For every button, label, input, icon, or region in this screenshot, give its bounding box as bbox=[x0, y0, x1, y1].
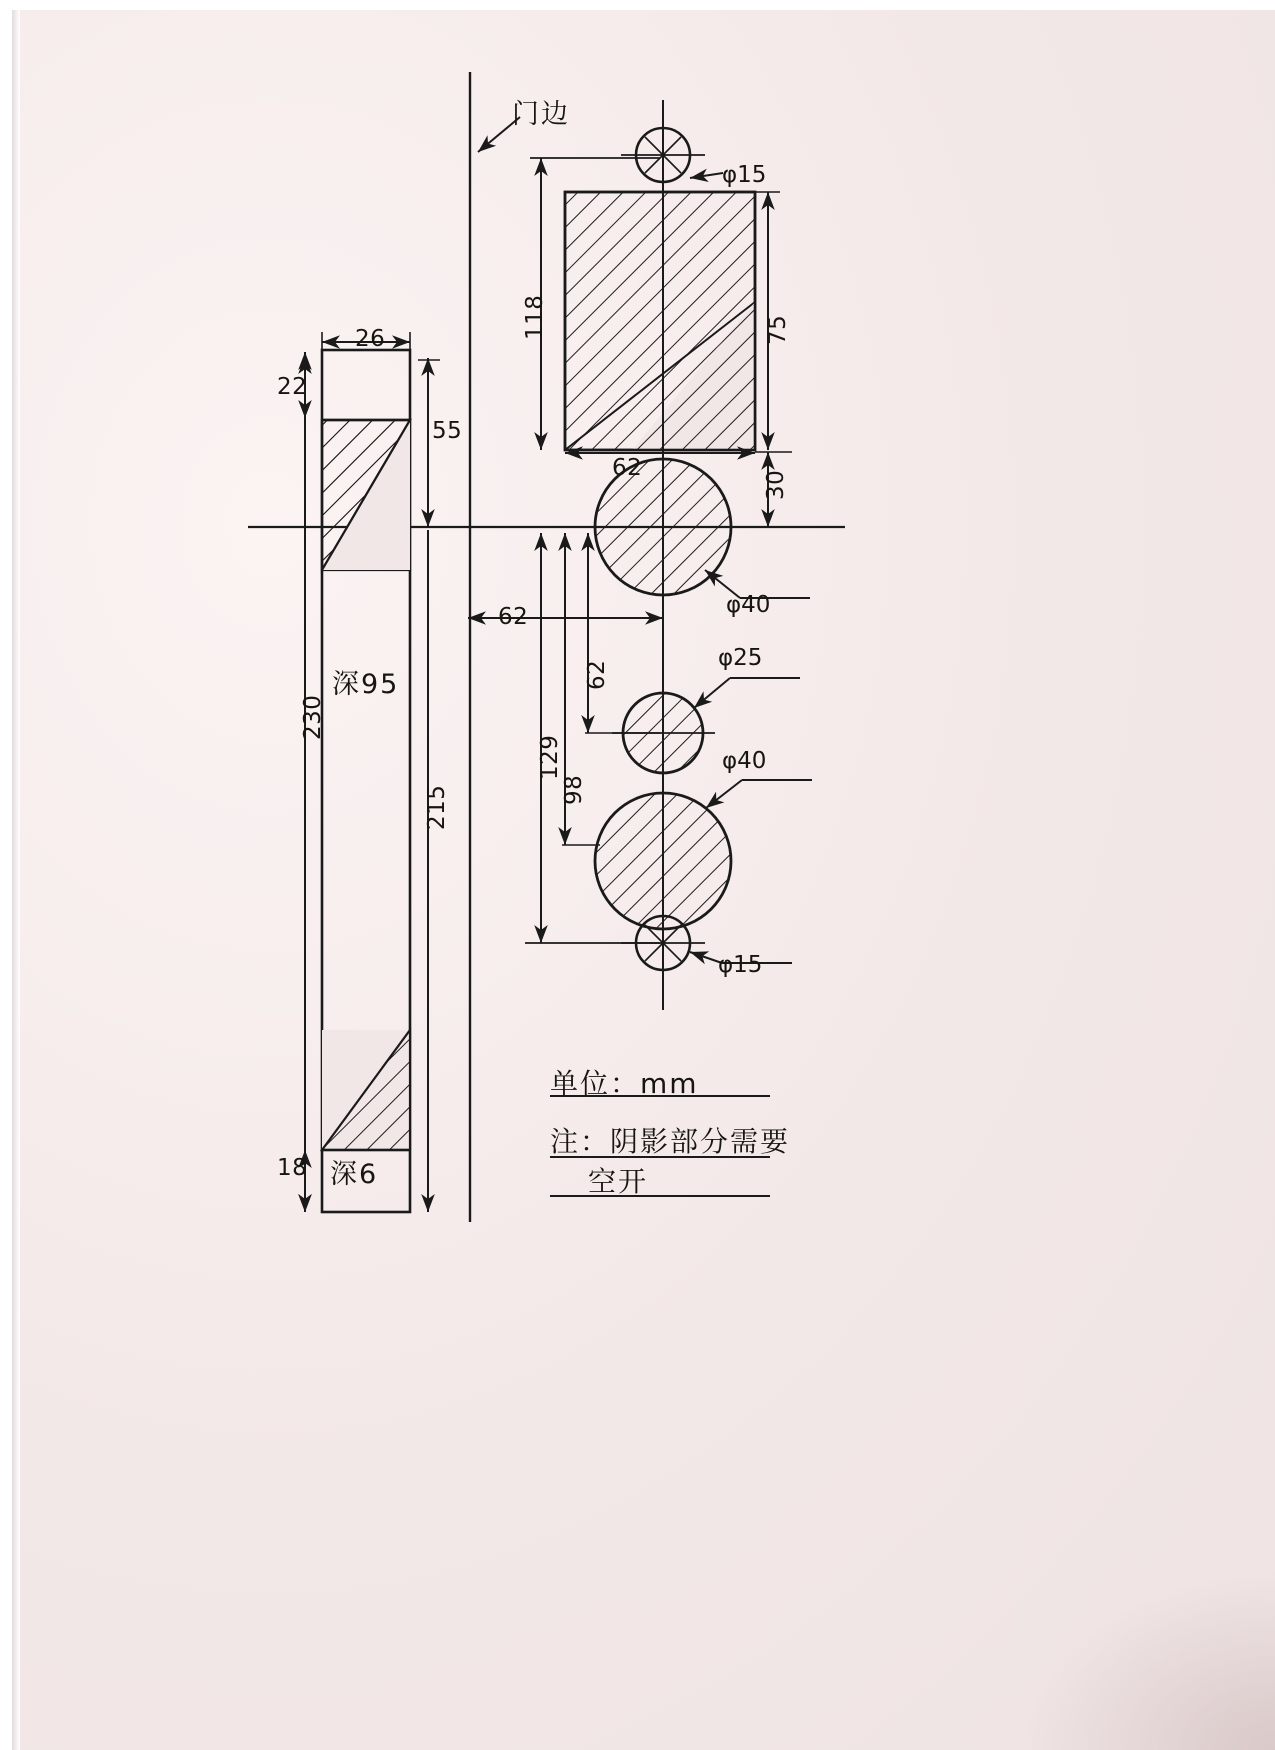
diameter-label-phi25: φ25 bbox=[718, 645, 763, 671]
dim-55 bbox=[418, 358, 440, 527]
dim-label-62-horizontal: 62 bbox=[498, 604, 529, 630]
note-shaded-area: 注：阴影部分需要 bbox=[550, 1125, 791, 1158]
dim-label-75: 75 bbox=[765, 314, 791, 345]
dim-label-98: 98 bbox=[561, 774, 587, 805]
diameter-label-phi40-lower: φ40 bbox=[722, 748, 767, 774]
dim-label-22: 22 bbox=[277, 374, 308, 400]
note-underlines bbox=[550, 1096, 770, 1196]
dim-30 bbox=[755, 452, 792, 527]
diameter-label-phi15-top: φ15 bbox=[722, 162, 767, 188]
hole-phi15-top bbox=[621, 128, 723, 182]
dim-label-129: 129 bbox=[537, 734, 563, 780]
label-depth-6: 深6 bbox=[330, 1159, 379, 1190]
dim-label-30: 30 bbox=[763, 469, 789, 500]
diameter-label-phi15-bottom: φ15 bbox=[718, 952, 763, 978]
label-door-edge: 门边 bbox=[512, 99, 570, 130]
hole-phi40-lower bbox=[595, 780, 812, 929]
dim-label-62-rect: 62 bbox=[612, 455, 643, 481]
diameter-label-phi40-upper: φ40 bbox=[726, 592, 771, 618]
dim-label-230: 230 bbox=[300, 694, 326, 740]
door-edge-reference-line bbox=[470, 72, 520, 1222]
dim-label-18: 18 bbox=[277, 1155, 308, 1181]
dim-label-62-vertical: 62 bbox=[584, 659, 610, 690]
note-shaded-area-continued: 空开 bbox=[588, 1165, 649, 1198]
label-depth-95: 深95 bbox=[332, 669, 400, 700]
hole-phi25 bbox=[612, 678, 800, 773]
hole-phi40-upper bbox=[595, 459, 810, 598]
dim-label-215: 215 bbox=[424, 784, 450, 830]
left-section-view bbox=[322, 350, 410, 1212]
dim-label-118: 118 bbox=[522, 294, 548, 340]
dim-98 bbox=[562, 533, 600, 845]
top-hatched-rectangle bbox=[565, 192, 755, 450]
dim-label-26: 26 bbox=[355, 326, 386, 352]
dim-75 bbox=[755, 192, 780, 450]
dim-label-55: 55 bbox=[432, 418, 463, 444]
note-unit: 单位：mm bbox=[550, 1067, 699, 1100]
